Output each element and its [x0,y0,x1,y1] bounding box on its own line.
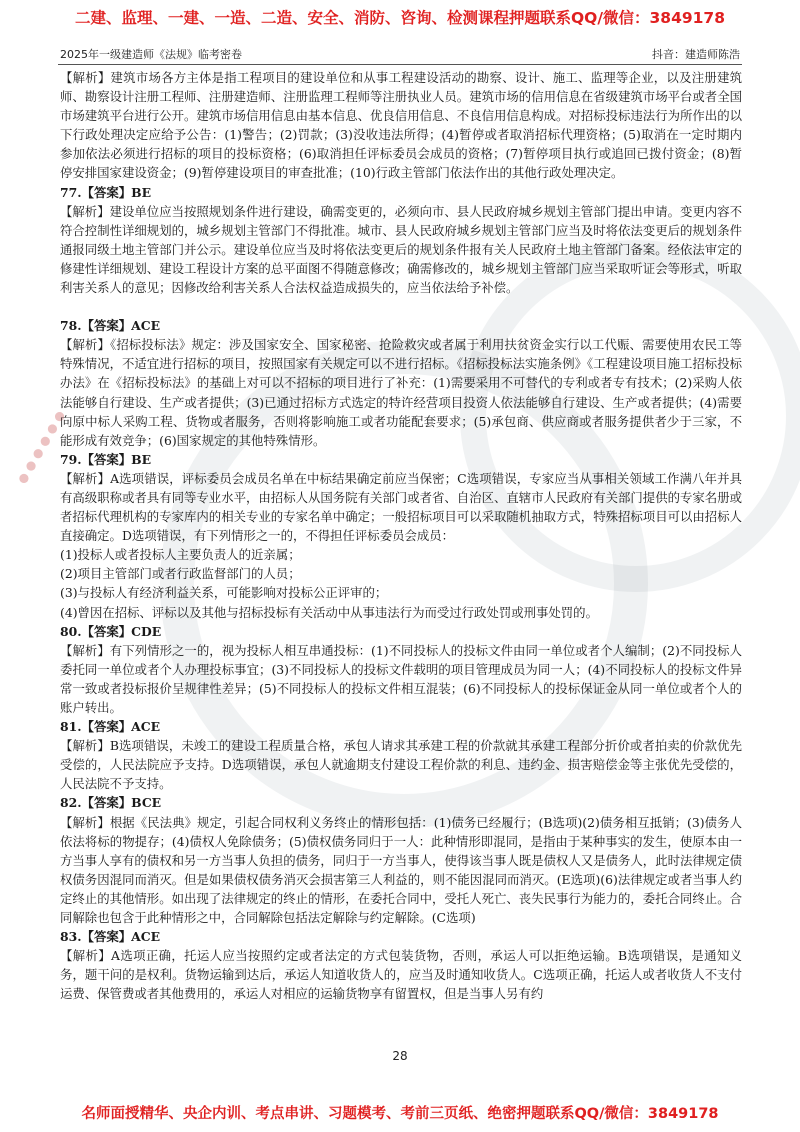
explanation-paragraph: 【解析】B选项错误，未竣工的建设工程质量合格，承包人请求其承建工程的价款就其承建工程部分折价或者拍卖的价款优先受偿的，人民法院应予支持。D选项错误，承包人就逾期支付建设工程价款的利息、违约金、损害赔偿金等主张优先受偿的，人民法院不予支持。 [60,738,742,792]
top-promo-banner: 二建、监理、一建、一造、二造、安全、消防、咨询、检测课程押题联系QQ/微信：3849178 [74,9,725,27]
running-header [60,44,740,62]
explanation-paragraph: 【解析】《招标投标法》规定：涉及国家安全、国家秘密、抢险救灾或者属于利用扶贫资金实行以工代赈、需要使用农民工等特殊情况，不适宜进行招标的项目，按照国家有关规定可以不进行招标。《招标投标法实施条例》《工程建设项目施工招标投标办法》在《招标投标法》的基础上对可以不招标的项目进行了补充：(1)需要采用不可替代的专利或者专有技术；(2)采购人依法能够自行建设、生产或者提供；(3)已通过招标方式选定的特许经营项目投资人依法能够自行建设、生产或者提供；(4)需要向原中标人采购工程、货物或者服务，否则将影响施工或者功能配套要求；(5)承包商、供应商或者服务提供者少于三家，不能形成有效竞争；(6)国家规定的其他特殊情形。 [60,337,742,448]
bottom-promo-banner: 名师面授精华、央企内训、考点串讲、习题模考、考前三页纸、绝密押题联系QQ/微信：3849178 [81,1106,719,1122]
answer-line: 83.【答案】ACE [60,929,161,945]
answer-line: 80.【答案】CDE [60,623,162,639]
explanation-paragraph: (3)与投标人有经济利益关系，可能影响对投标公正评审的； [60,585,388,601]
explanation-paragraph: 【解析】建筑市场各方主体是指工程项目的建设单位和从事工程建设活动的勘察、设计、施工、监理等企业，以及注册建筑师、勘察设计注册工程师、注册建造师、注册监理工程师等注册执业人员。建筑市场的信用信息在省级建筑市场平台或者全国市场建筑平台进行公开。建筑市场信用信息由基本信息、优良信用信息、不良信用信息构成。对招标投标违法行为所作出的以下行政处理决定应给予公告：(1)警告；(2)罚款；(3)没收违法所得；(4)暂停或者取消招标代理资格；(5)取消在一定时期内参加依法必须进行招标的项目的投标资格；(6)取消担任评标委员会成员的资格；(7)暂停项目执行或追回已拨付资金；(8)暂停安排国家建设资金；(9)暂停建设项目的审查批准；(10)行政主管部门依法作出的其他行政处理决定。 [60,70,742,181]
explanation-paragraph: 【解析】建设单位应当按照规划条件进行建设，确需变更的，必须向市、县人民政府城乡规划主管部门提出申请。变更内容不符合控制性详细规划的，城乡规划主管部门不得批准。城市、县人民政府城乡规划主管部门应当及时将依法变更后的规划条件通报同级土地主管部门并公示。建设单位应当及时将依法变更后的规划条件报有关人民政府土地主管部门备案。经依法审定的修建性详细规划、建设工程设计方案的总平面图不得随意修改；确需修改的，城乡规划主管部门应当采取听证会等形式，听取利害关系人的意见；因修改给利害关系人合法权益造成损失的，应当依法给予补偿。 [60,203,742,296]
answer-line: 81.【答案】ACE [60,719,161,735]
answer-line: 79.【答案】BE [60,451,152,467]
answer-line: 77.【答案】BE [60,184,152,200]
answer-explanations [60,68,742,1004]
explanation-paragraph: 【解析】A选项错误，评标委员会成员名单在中标结果确定前应当保密；C选项错误，专家应当从事相关领域工作满八年并具有高级职称或者具有同等专业水平，由招标人从国务院有关部门或者省、自治区、直辖市人民政府有关部门提供的专家名册或者招标代理机构的专家库内的相关专业的专家名单中确定；一般招标项目可以采取随机抽取方式，特殊招标项目可以由招标人直接确定。D选项错误，有下列情形之一的，不得担任评标委员会成员： [60,470,742,544]
explanation-paragraph: 【解析】有下列情形之一的，视为投标人相互串通投标：(1)不同投标人的投标文件由同一单位或者个人编制；(2)不同投标人委托同一单位或者个人办理投标事宜；(3)不同投标人的投标文件载明的项目管理成员为同一人；(4)不同投标人的投标文件异常一致或者投标报价呈规律性差异；(5)不同投标人的投标文件相互混装；(6)不同投标人的投标保证金从同一单位或者个人的账户转出。 [60,642,742,715]
header-rule [58,64,742,65]
explanation-paragraph: (1)投标人或者投标人主要负责人的近亲属； [60,547,301,563]
exam-title: 2025年一级建造师《法规》临考密卷 [60,48,242,61]
explanation-paragraph: 【解析】A选项正确，托运人应当按照约定或者法定的方式包装货物，否则，承运人可以拒绝运输。B选项错误，是通知义务，题干问的是权利。货物运输到达后，承运人知道收货人的，应当及时通知收货人。C选项正确，托运人或者收货人不支付运费、保管费或者其他费用的，承运人对相应的运输货物享有留置权，但是当事人另有约 [60,948,742,1002]
explanation-paragraph: (4)曾因在招标、评标以及其他与招标投标有关活动中从事违法行为而受过行政处罚或刑事处罚的。 [60,604,598,620]
page-number: 28 [392,1049,408,1063]
explanation-paragraph: 【解析】根据《民法典》规定，引起合同权利义务终止的情形包括：(1)债务已经履行；(B选项)(2)债务相互抵销；(3)债务人依法将标的物提存；(4)债权人免除债务；(5)债权债务同归于一人：此种情形即混同，是指由于某种事实的发生，使原本由一方当事人享有的债权和另一方当事人负担的债务，同归于一方当事人，使得该当事人既是债权人又是债务人，此时法律规定债权债务因混同而消灭。但是如果债权债务消灭会损害第三人利益的，则不能因混同而消灭。(E选项)(6)法律规定或者当事人约定终止的其他情形。如出现了法律规定的终止的情形，在委托合同中，受托人死亡、丧失民事行为能力的，委托合同终止。合同解除也包含于此种情形之中，合同解除包括法定解除与约定解除。(C选项) [60,814,742,926]
background-watermark: ● ● ● ● ● ● [120,300,720,900]
answer-line: 82.【答案】BCE [60,795,162,811]
author-handle: 抖音：建造师陈浩 [652,48,740,61]
explanation-paragraph: (2)项目主管部门或者行政监督部门的人员； [60,566,301,582]
paragraph-gap [60,297,742,316]
answer-line: 78.【答案】ACE [60,318,161,334]
